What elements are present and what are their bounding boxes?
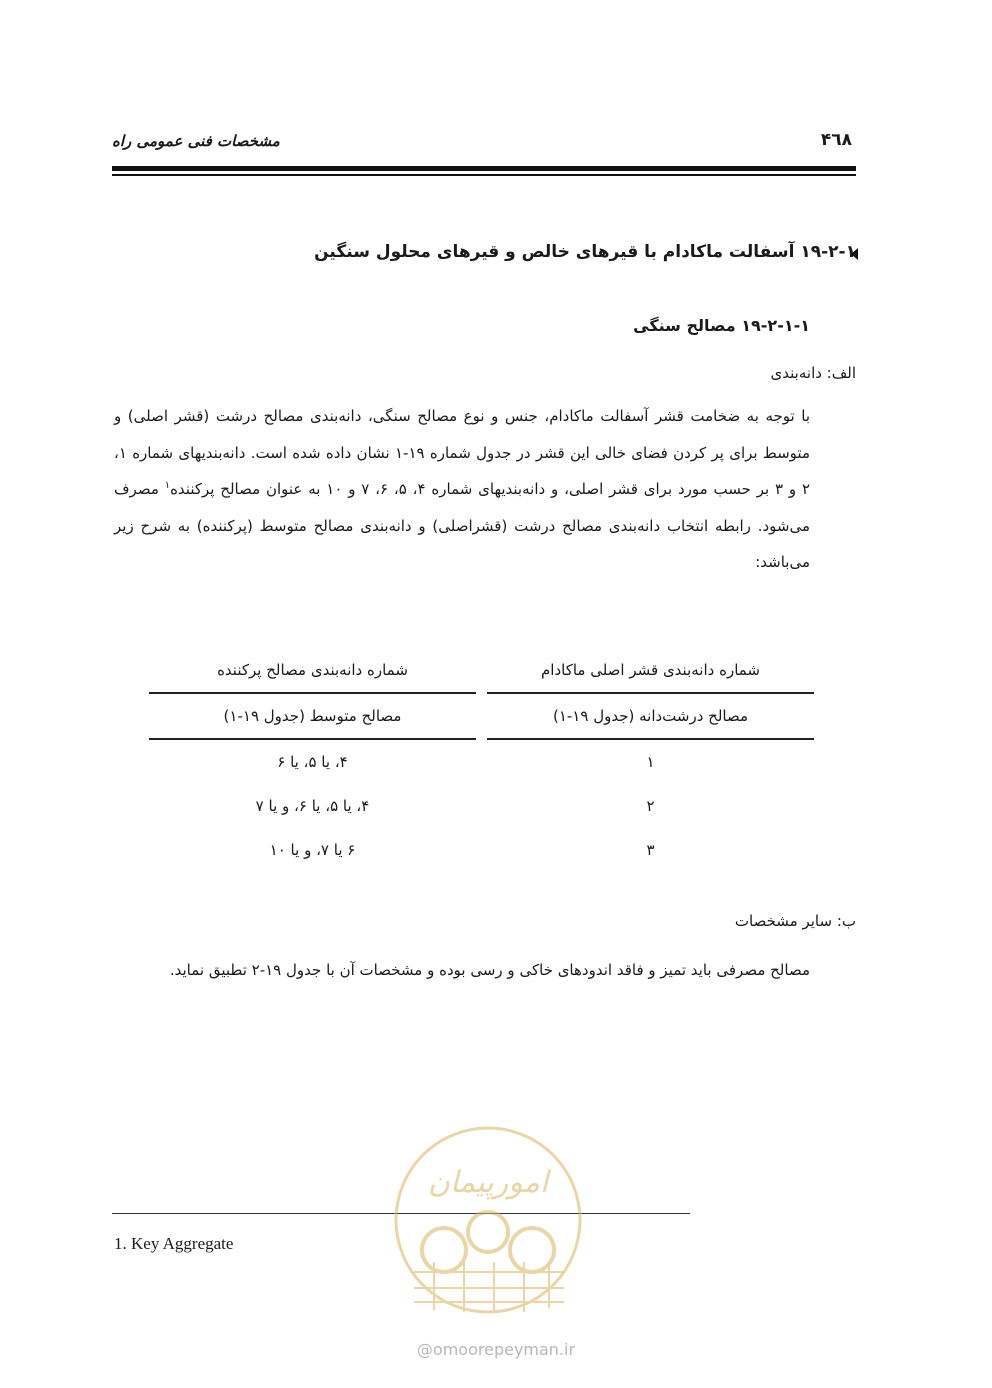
book-title: مشخصات فنی عمومی راه (112, 132, 280, 150)
running-header (112, 130, 856, 160)
part-a-paragraph (114, 398, 810, 581)
header-rule-thick (112, 166, 856, 171)
part-a-text-pre: با توجه به ضخامت قشر آسفالت ماکادام، جنس و نوع مصالح سنگی، دانه‌بندی مصالح درشت (قشر اصلی) و متوسط برای پر کردن فضای خالی این قشر در جدول شماره ۱۹-۱ نشان داده شده است. دانه‌بندیهای شماره ۱، ۲ و ۳ بر حسب مورد برای قشر اصلی، و دانه‌بندیهای شماره ۴، ۵، ۶، ۷ و ۱۰ به عنوان مصالح پرکننده (114, 407, 811, 498)
table-cell: ۲ (646, 797, 655, 815)
table-header-main-line1: شماره دانه‌بندی قشر اصلی ماکادام (540, 661, 761, 679)
page-number: ۴٦٨ (820, 130, 852, 150)
table-header-filler-line1: شماره دانه‌بندی مصالح پرکننده (217, 661, 408, 679)
subsection-heading: ۱۹-۲-۱-۱ مصالح سنگی (633, 316, 810, 335)
watermark-logo (374, 1122, 602, 1318)
footnote-reference: ۱ (164, 480, 171, 491)
table-header-main-line2: مصالح درشت‌دانه (جدول ۱۹-۱) (552, 707, 749, 725)
header-rule-thin (112, 174, 856, 176)
table-cell: ۴، یا ۵، یا ۶، و یا ۷ (255, 797, 370, 815)
table-cell: ۳ (646, 841, 655, 859)
table-header-filler-line2: مصالح متوسط (جدول ۱۹-۱) (223, 707, 402, 725)
table-column-main-course (487, 648, 814, 872)
watermark-url: @omoorepeyman.ir (416, 1340, 576, 1359)
part-a-label: الف: دانه‌بندی (770, 364, 856, 382)
part-a-text-post: مصرف می‌شود. رابطه انتخاب دانه‌بندی مصالح درشت (قشراصلی) و دانه‌بندی مصالح متوسط (پرکننده) به شرح زیر می‌باشد: (114, 480, 810, 571)
part-b-paragraph: مصالح مصرفی باید تمیز و فاقد اندودهای خاکی و رسی بوده و مشخصات آن با جدول ۱۹-۲ تطبیق نماید. (169, 961, 810, 979)
table-cell: ۶ یا ۷، و یا ۱۰ (269, 841, 356, 859)
table-cell: ۱ (646, 753, 655, 771)
section-heading: ۱۹-۲-۱ آسفالت ماکادام با قیرهای خالص و قیرهای محلول سنگین (314, 242, 856, 262)
watermark-logo-text: امورپیمان (427, 1165, 549, 1200)
part-b-label: ب: سایر مشخصات (734, 912, 856, 930)
table-cell: ۴، یا ۵، یا ۶ (277, 753, 348, 771)
table-column-filler (149, 648, 476, 872)
footnote-text: 1. Key Aggregate (114, 1234, 234, 1253)
